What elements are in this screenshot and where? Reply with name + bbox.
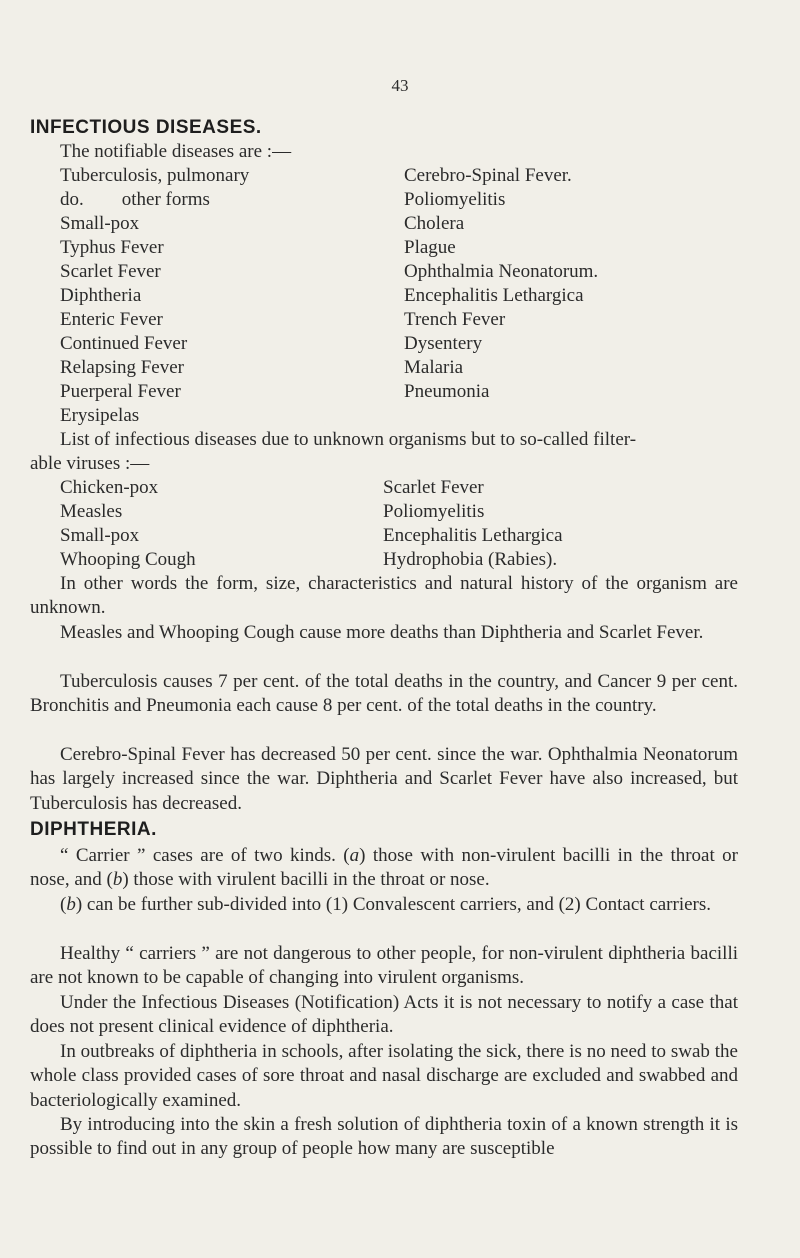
notifiable-left-item: Typhus Fever xyxy=(60,237,164,258)
notifiable-intro: The notifiable diseases are :— xyxy=(60,141,292,162)
virus-left-item: Chicken-pox xyxy=(60,477,159,498)
notifiable-right-item: Dysentery xyxy=(404,333,483,354)
paragraph-cerebro-spinal: Cerebro-Spinal Fever has decreased 50 per cent. since the war. Ophthalmia Neonatorum has largely increased since the war. Diphtheria and Scarlet Fever have also increased, but Tuberculosis has decreased. xyxy=(30,744,738,814)
paragraph-carrier-subdivided: (b) can be further sub-divided into (1) Convalescent carriers, and (2) Contact carriers. xyxy=(60,894,712,915)
notifiable-right-item: Poliomyelitis xyxy=(404,189,506,210)
virus-right-item: Poliomyelitis xyxy=(383,501,485,522)
virus-intro-line1: List of infectious diseases due to unknown organisms but to so-called filter- xyxy=(60,429,637,450)
virus-right-item: Encephalitis Lethargica xyxy=(383,525,563,546)
notifiable-left-item: Enteric Fever xyxy=(60,309,163,330)
notifiable-right-item: Cerebro-Spinal Fever. xyxy=(404,165,572,186)
paragraph-toxin: By introducing into the skin a fresh solution of diphtheria toxin of a known strength it is possible to find out in any group of people how many are susceptible xyxy=(30,1114,738,1160)
notifiable-left-item: Continued Fever xyxy=(60,333,188,354)
heading-diphtheria: DIPHTHERIA. xyxy=(30,819,157,840)
paragraph-healthy-carriers: Healthy “ carriers ” are not dangerous to other people, for non-virulent diphtheria bacilli are not known to be capable of changing into virulent organisms. xyxy=(30,943,738,989)
paragraph-outbreaks: In outbreaks of diphtheria in schools, after isolating the sick, there is no need to swab the whole class provided cases of sore throat and nasal discharge are excluded and swabbed and bacteriologically examined. xyxy=(30,1041,738,1111)
virus-right-item: Scarlet Fever xyxy=(383,477,484,498)
notifiable-left-item: do. other forms xyxy=(60,189,210,210)
letter-a: a xyxy=(349,845,360,866)
paragraph-notification-acts: Under the Infectious Diseases (Notification) Acts it is not necessary to notify a case that does not present clinical evidence of diphtheria. xyxy=(30,992,738,1038)
notifiable-right-item: Plague xyxy=(404,237,456,258)
page-number: 43 xyxy=(391,76,409,95)
letter-b: b xyxy=(66,894,76,915)
notifiable-left-item: Erysipelas xyxy=(60,405,140,426)
notifiable-left-item: Tuberculosis, pulmonary xyxy=(60,165,250,186)
virus-right-item: Hydrophobia (Rabies). xyxy=(383,549,558,570)
notifiable-left-item: Relapsing Fever xyxy=(60,357,185,378)
notifiable-left-item: Scarlet Fever xyxy=(60,261,161,282)
virus-intro-line2: able viruses :— xyxy=(30,453,150,474)
paragraph-tuberculosis: Tuberculosis causes 7 per cent. of the total deaths in the country, and Cancer 9 per cent. Bronchitis and Pneumonia each cause 8 per cent. of the total deaths in the country. xyxy=(30,671,738,717)
virus-left-item: Whooping Cough xyxy=(60,549,196,570)
notifiable-right-item: Malaria xyxy=(404,357,464,378)
paragraph-other-words: In other words the form, size, characteristics and natural history of the organism are unknown. xyxy=(30,573,738,619)
notifiable-right-item: Encephalitis Lethargica xyxy=(404,285,584,306)
letter-b: b xyxy=(112,869,123,891)
notifiable-right-item: Ophthalmia Neonatorum. xyxy=(404,261,599,282)
virus-left-item: Measles xyxy=(60,501,123,522)
virus-left-item: Small-pox xyxy=(60,525,140,546)
notifiable-left-item: Diphtheria xyxy=(60,285,142,306)
notifiable-left-item: Puerperal Fever xyxy=(60,381,181,402)
paragraph-measles: Measles and Whooping Cough cause more deaths than Diphtheria and Scarlet Fever. xyxy=(60,622,704,643)
notifiable-right-item: Trench Fever xyxy=(404,309,506,330)
notifiable-left-item: Small-pox xyxy=(60,213,140,234)
paragraph-carrier-kinds: “ Carrier ” cases are of two kinds. (a) those with non-virulent bacilli in the throat or nose, and (b) those with virulent bacilli in the throat or nose. xyxy=(30,845,738,891)
notifiable-right-item: Pneumonia xyxy=(404,381,490,402)
notifiable-right-item: Cholera xyxy=(404,213,465,234)
heading-infectious-diseases: INFECTIOUS DISEASES. xyxy=(30,117,262,138)
